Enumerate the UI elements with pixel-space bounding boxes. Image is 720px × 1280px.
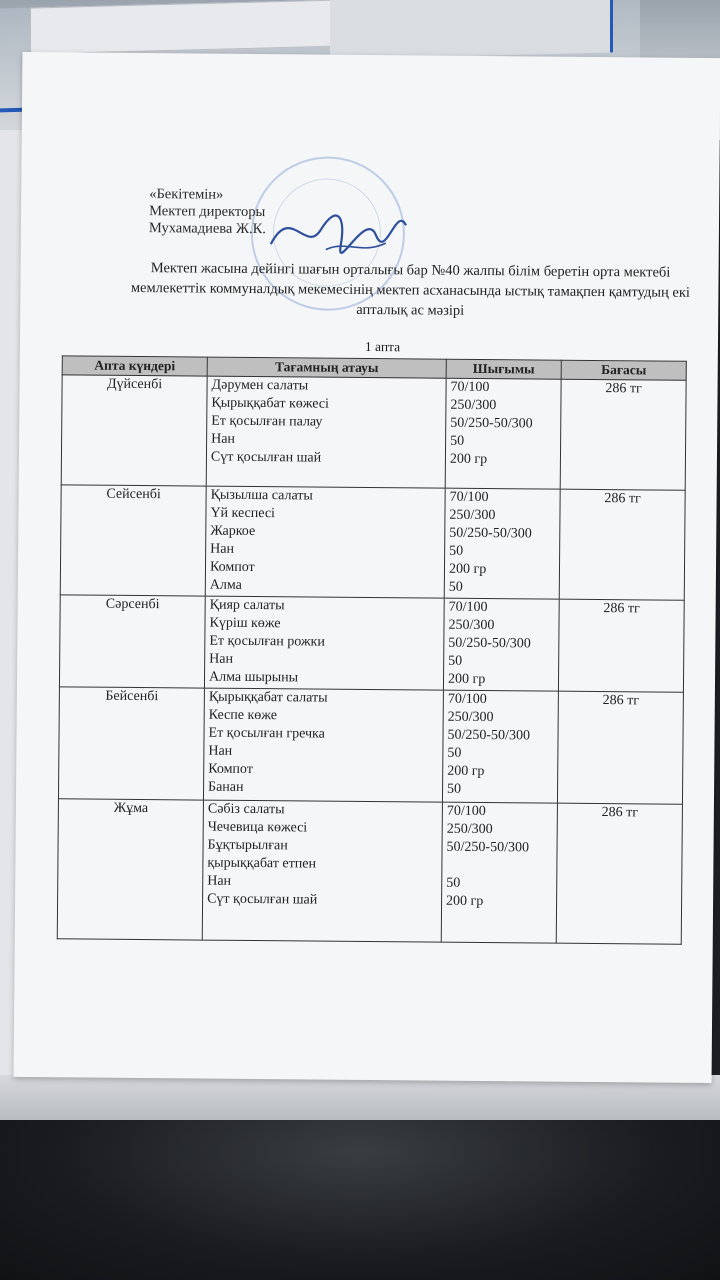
week-label: 1 апта	[364, 338, 401, 355]
portion-item: 200 гр	[449, 451, 488, 468]
day-cell: Бейсенбі	[58, 687, 204, 800]
portion-item: 50	[446, 875, 461, 891]
portion-item: 50	[447, 781, 462, 797]
header-day: Апта күндері	[62, 356, 207, 376]
portion-item: 200 гр	[447, 671, 486, 688]
portion-item: 250/300	[447, 709, 494, 726]
portion-item: 70/100	[446, 803, 486, 820]
portion-item	[446, 857, 552, 876]
approval-line: «Бекітемін»	[149, 186, 224, 203]
table-row	[58, 687, 683, 804]
portion-item: 200 гр	[448, 561, 487, 578]
portion-item: 50/250-50/300	[449, 525, 532, 542]
portion-item: 50/250-50/300	[450, 415, 533, 432]
portion-item: 70/100	[447, 691, 487, 708]
menu-table	[57, 355, 687, 944]
dish-item: Күріш көже	[209, 615, 281, 632]
portion-item: 50	[448, 653, 463, 669]
portion-item: 200 гр	[446, 893, 484, 910]
dish-item: Ет қосылған рожки	[209, 633, 325, 650]
portion-item: 50	[450, 433, 465, 449]
dish-item: Қызылша салаты	[210, 487, 313, 504]
dish-item: Жаркое	[210, 523, 256, 540]
dish-item: Дәрумен салаты	[211, 377, 309, 394]
portion-item: 50/250-50/300	[448, 635, 531, 652]
table-row	[60, 485, 685, 600]
portions-cell	[442, 690, 558, 803]
dish-item: Алма шырыны	[208, 669, 299, 686]
dishes-cell	[206, 376, 446, 488]
table-row	[57, 799, 682, 944]
approval-block	[149, 186, 266, 238]
dishes-cell	[203, 688, 443, 802]
folder-sheet	[30, 0, 332, 55]
chair-fabric	[0, 1120, 720, 1280]
dish-item: Банан	[208, 779, 244, 795]
header-price: Бағасы	[561, 360, 686, 380]
dish-item: Нан	[207, 873, 232, 889]
dishes-cell	[205, 486, 445, 598]
dish-item: Сәбіз салаты	[207, 801, 285, 818]
portion-item: 50	[447, 745, 462, 761]
dish-item: Компот	[208, 761, 253, 778]
dishes-cell	[204, 596, 444, 690]
portion-item: 250/300	[449, 507, 496, 524]
portion-item: 250/300	[446, 821, 493, 838]
dish-item: Қырыққабат көжесі	[211, 395, 330, 412]
price-cell: 286 тг	[560, 379, 686, 490]
dish-item: Компот	[209, 559, 255, 576]
document-title: Мектеп жасына дейінгі шағын орталығы бар №40 жалпы білім беретін орта мектебі мемлекеттік коммуналдық мекемесінің мектеп асханасында ыстық тамақпен қамтудың екі апталық ас мәзірі	[130, 260, 691, 319]
portion-item: 200 гр	[447, 763, 485, 780]
price-cell: 286 тг	[556, 803, 682, 944]
dish-item: Кеспе көже	[208, 707, 278, 724]
dish-item: Ет қосылған палау	[211, 413, 323, 430]
dish-item: Чечевица көжесі	[207, 819, 308, 836]
portions-cell	[445, 378, 561, 489]
price-cell: 286 тг	[558, 599, 684, 692]
signature-mark	[266, 194, 417, 265]
portion-item: 70/100	[448, 599, 488, 616]
portion-item: 50/250-50/300	[447, 727, 531, 744]
document-page	[14, 52, 720, 1083]
table-row	[61, 375, 686, 490]
portion-item: 50	[448, 579, 463, 595]
dish-item: Үй кеспесі	[210, 505, 276, 522]
price-cell: 286 тг	[557, 691, 683, 804]
portion-item: 70/100	[450, 379, 490, 396]
day-cell: Сейсенбі	[60, 485, 206, 596]
portion-item: 50/250-50/300	[446, 839, 530, 856]
portion-item: 70/100	[449, 489, 489, 506]
dish-item: Қырыққабат салаты	[208, 689, 328, 706]
dish-item: Ет қосылған гречка	[208, 725, 325, 742]
portions-cell	[444, 488, 560, 599]
dish-item: Нан	[208, 743, 233, 759]
folder-edge	[330, 0, 613, 60]
day-cell: Дүйсенбі	[61, 375, 207, 486]
dish-item: Нан	[211, 431, 236, 447]
dish-item: Нан	[209, 651, 234, 667]
approval-line: Мухамадиева Ж.К.	[148, 220, 267, 238]
dish-item: қырыққабат етпен	[207, 855, 317, 872]
portion-item: 250/300	[448, 617, 495, 634]
portions-cell	[441, 802, 557, 943]
header-portion: Шығымы	[446, 359, 561, 379]
dish-item: Қияр салаты	[209, 597, 285, 614]
portion-item: 250/300	[450, 397, 497, 414]
day-cell: Сәрсенбі	[59, 595, 205, 688]
dish-item: Бұқтырылған	[207, 837, 288, 854]
dish-item: Сүт қосылған шай	[210, 449, 322, 466]
dish-item: Сүт қосылған шай	[207, 891, 318, 908]
dish-item: Нан	[210, 541, 235, 557]
portions-cell	[443, 598, 559, 691]
day-cell: Жұма	[57, 799, 203, 940]
portion-item: 50	[449, 543, 464, 559]
price-cell: 286 тг	[559, 489, 685, 600]
table-row	[59, 595, 684, 692]
dishes-cell	[202, 800, 442, 942]
dish-item: Алма	[209, 577, 242, 593]
header-dish: Тағамның атауы	[207, 357, 446, 378]
approval-line: Мектеп директоры	[149, 203, 266, 221]
